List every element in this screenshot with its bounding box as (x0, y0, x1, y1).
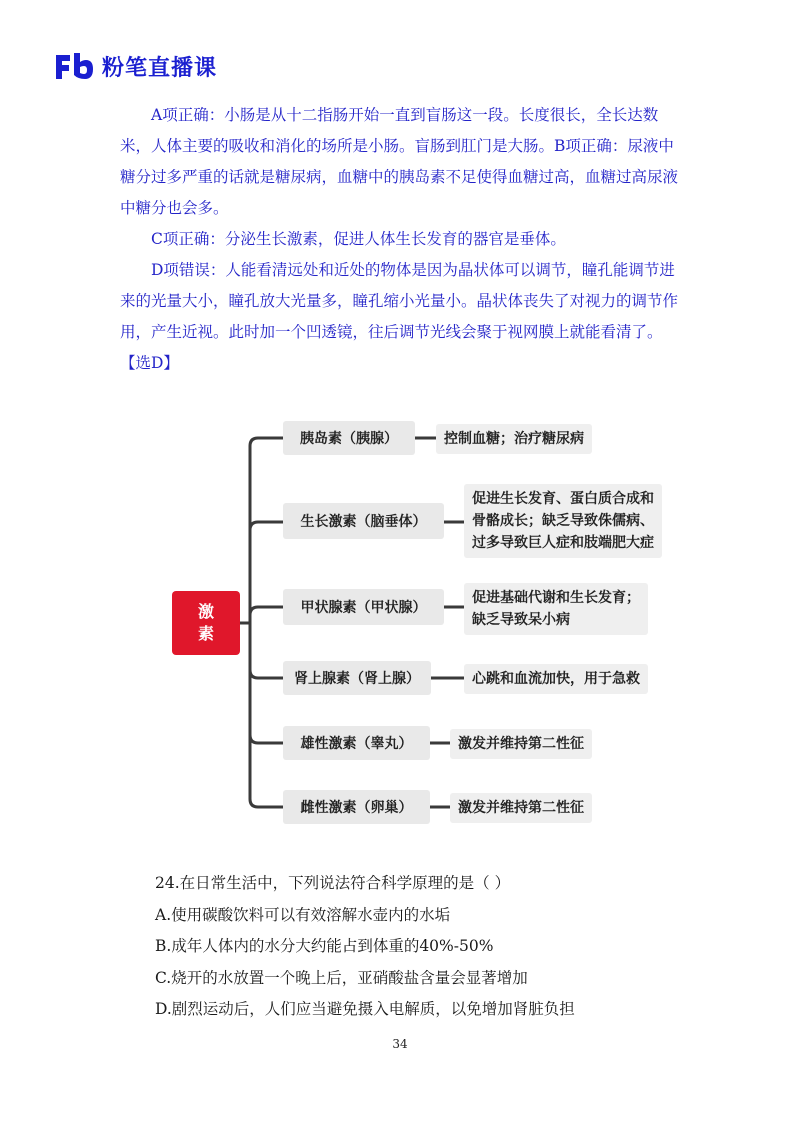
explanation-paragraph: A项正确：小肠是从十二指肠开始一直到盲肠这一段。长度很长，全长达数米，人体主要的吸收和消化的场所是小肠。盲肠到肛门是大肠。B项正确：尿液中糖分过多严重的话就是糖尿病，血糖中的胰岛素不足使得血糖过高，血糖过高尿液中糖分也会多。 (120, 106, 679, 217)
explanation-paragraph: C项正确：分泌生长激素，促进人体生长发育的器官是垂体。 (151, 230, 566, 248)
description-line: 激发并维持第二性征 (458, 736, 584, 752)
option-c: C.烧开的水放置一个晚上后，亚硝酸盐含量会显著增加 (155, 968, 528, 987)
description-line: 激发并维持第二性征 (458, 800, 584, 816)
page-number: 34 (392, 1037, 408, 1051)
hormone-description (450, 729, 592, 759)
option-a: A.使用碳酸饮料可以有效溶解水壶内的水垢 (155, 905, 451, 924)
hormone-description (464, 664, 648, 694)
description-line: 促进生长发育、蛋白质合成和 (472, 491, 654, 507)
hormone-node: 胰岛素（胰腺） (283, 421, 415, 455)
root-label-line2: 素 (197, 624, 214, 643)
hormone-node: 雌性激素（卵巢） (283, 790, 430, 824)
mindmap-root (172, 591, 240, 655)
option-d: D.剧烈运动后，人们应当避免摄入电解质，以免增加肾脏负担 (155, 1000, 575, 1018)
hormone-node: 甲状腺素（甲状腺） (283, 589, 444, 625)
description-line: 缺乏导致呆小病 (472, 612, 570, 628)
description-line: 控制血糖；治疗糖尿病 (444, 431, 584, 447)
explanation-paragraph: D项错误：人能看清远处和近处的物体是因为晶状体可以调节，瞳孔能调节进来的光量大小，瞳孔放大光量多，瞳孔缩小光量小。晶状体丧失了对视力的调节作用，产生近视。此时加一个凹透镜，往后调节光线会聚于视网膜上就能看清了。【选D】 (120, 261, 679, 372)
description-line: 促进基础代谢和生长发育； (472, 590, 640, 606)
hormone-node: 雄性激素（睾丸） (283, 726, 430, 760)
hormone-node: 肾上腺素（肾上腺） (283, 661, 431, 695)
option-b: B.成年人体内的水分大约能占到体重的40%-50% (155, 937, 494, 955)
description-line: 心跳和血流加快，用于急救 (472, 671, 640, 687)
hormone-description (436, 424, 592, 454)
question-stem: 24.在日常生活中，下列说法符合科学原理的是（ ） (155, 874, 511, 892)
hormone-description (464, 583, 648, 635)
brand-text: 粉笔直播课 (102, 55, 218, 81)
question-24 (155, 868, 715, 1026)
hormone-description (464, 484, 662, 558)
hormone-description (450, 793, 592, 823)
description-line: 过多导致巨人症和肢端肥大症 (472, 535, 654, 551)
hormone-node: 生长激素（脑垂体） (283, 503, 444, 539)
root-label-line1: 激 (197, 602, 214, 621)
description-line: 骨骼成长；缺乏导致侏儒病、 (472, 513, 654, 529)
